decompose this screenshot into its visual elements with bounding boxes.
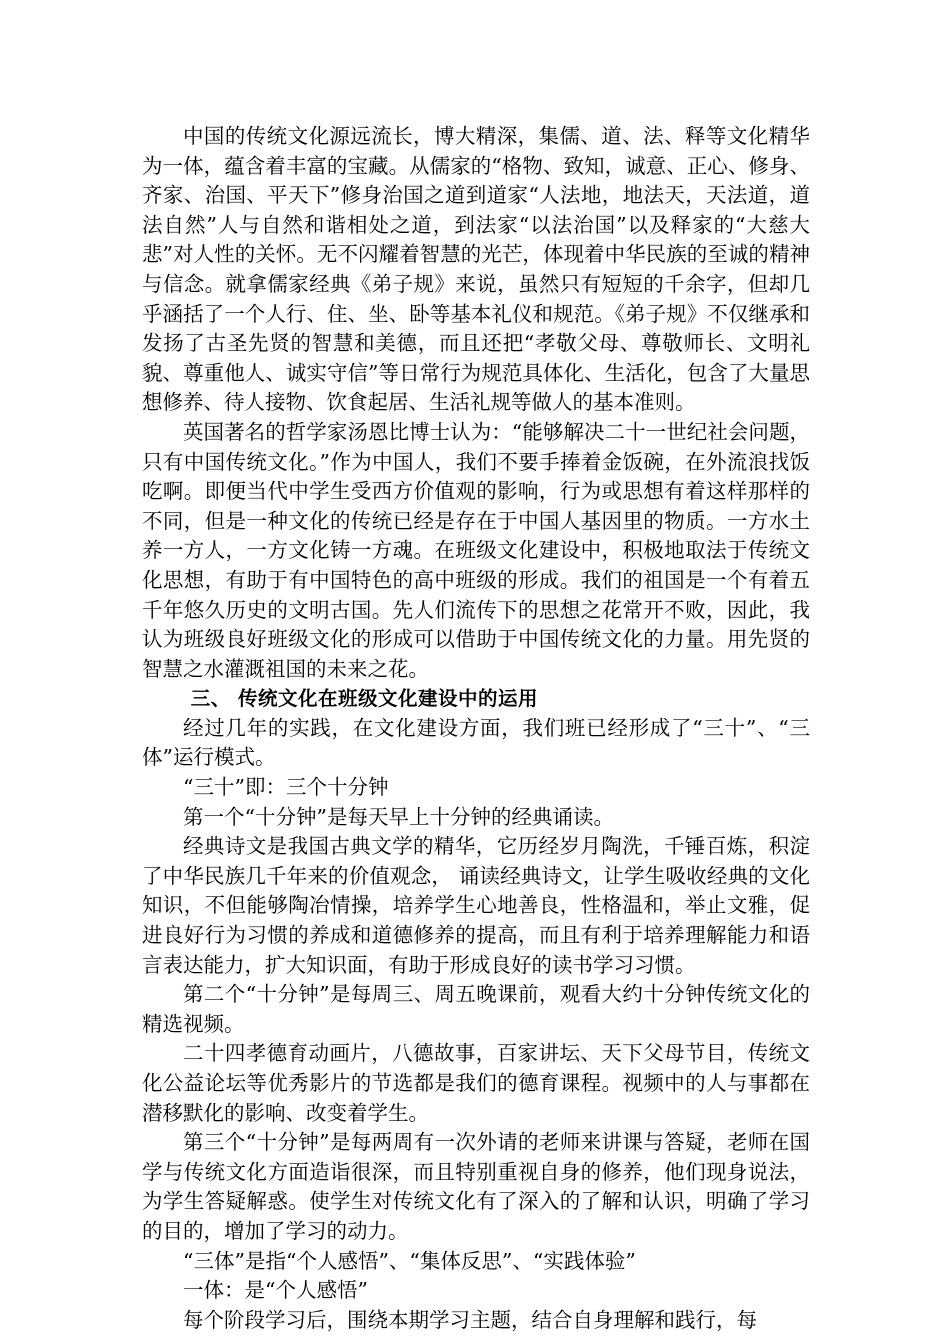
document-page bbox=[142, 122, 810, 1335]
section-heading: 三、 传统文化在班级文化建设中的运用 bbox=[190, 687, 539, 711]
paragraph-first-ten-minutes: 第一个“十分钟”是每天早上十分钟的经典诵读。 bbox=[183, 804, 614, 829]
paragraph-each-stage: 每个阶段学习后，围绕本期学习主题，结合自身理解和践行，每 bbox=[183, 1307, 757, 1332]
paragraph-third-ten-minutes: 第三个“十分钟”是每两周有一次外请的老师来讲课与答疑，老师在国学与传统文化方面造诣很深，而且特别重视自身的修养，他们现身说法，为学生答疑解惑。使学生对传统文化有了深入的了解和认识，明确了学习的目的，增加了学习的动力。 bbox=[142, 1130, 810, 1243]
paragraph-classic-poetry: 经典诗文是我国古典文学的精华，它历经岁月陶洗，千锤百炼，积淀了中华民族几千年来的价值观念， 诵读经典诗文，让学生吸收经典的文化知识，不但能够陶冶情操，培养学生心地善良，性格温和，举止文雅，促进良好行为习惯的养成和道德修养的提高，而且有利于培养理解能力和语言表达能力，扩大知识面，有助于形成良好的读书学习习惯。 bbox=[142, 834, 810, 977]
paragraph-second-ten-minutes: 第二个“十分钟”是每周三、周五晚课前，观看大约十分钟传统文化的精选视频。 bbox=[142, 982, 810, 1036]
paragraph-three-ten-minutes: “三十”即：三个十分钟 bbox=[183, 775, 389, 800]
paragraph-traditional-culture: 中国的传统文化源远流长，博大精深，集儒、道、法、释等文化精华为一体，蕴含着丰富的宝藏。从儒家的“格物、致知，诚意、正心、修身、齐家、治国、平天下”修身治国之道到道家“人法地，地法天，天法道，道法自然”人与自然和谐相处之道，到法家“以法治国”以及释家的“大慈大悲”对人性的关怀。无不闪耀着智慧的光芒，体现着中华民族的至诚的精神与信念。就拿儒家经典《弟子规》来说，虽然只有短短的千余字，但却几乎涵括了一个人行、住、坐、卧等基本礼仪和规范。《弟子规》不仅继承和发扬了古圣先贤的智慧和美德，而且还把“孝敬父母、尊敬师长、文明礼貌、尊重他人、诚实守信”等日常行为规范具体化、生活化，包含了大量思想修养、待人接物、饮食起居、生活礼规等做人的基本准则。 bbox=[142, 124, 810, 415]
paragraph-practice-model: 经过几年的实践，在文化建设方面，我们班已经形成了“三十”、“三体”运行模式。 bbox=[142, 715, 810, 770]
paragraph-video-courses: 二十四孝德育动画片，八德故事，百家讲坛、天下父母节目，传统文化公益论坛等优秀影片的节选都是我们的德育课程。视频中的人与事都在潜移默化的影响、改变着学生。 bbox=[142, 1041, 810, 1125]
paragraph-three-bodies: “三体”是指“个人感悟”、“集体反思”、“实践体验” bbox=[183, 1248, 636, 1273]
paragraph-personal-insight: 一体：是“个人感悟” bbox=[183, 1278, 368, 1303]
paragraph-toynbee-quote: 英国著名的哲学家汤恩比博士认为：“能够解决二十一世纪社会问题，只有中国传统文化。”作为中国人，我们不要手捧着金饭碗，在外流浪找饭吃啊。即便当代中学生受西方价值观的影响，行为或思想有着这样那样的不同，但是一种文化的传统已经是存在于中国人基因里的物质。一方水土养一方人，一方文化铸一方魂。在班级文化建设中，积极地取法于传统文化思想，有助于有中国特色的高中班级的形成。我们的祖国是一个有着五千年悠久历史的文明古国。先人们流传下的思想之花常开不败，因此，我认为班级良好班级文化的形成可以借助于中国传统文化的力量。用先贤的智慧之水灌溉祖国的未来之花。 bbox=[142, 419, 810, 681]
